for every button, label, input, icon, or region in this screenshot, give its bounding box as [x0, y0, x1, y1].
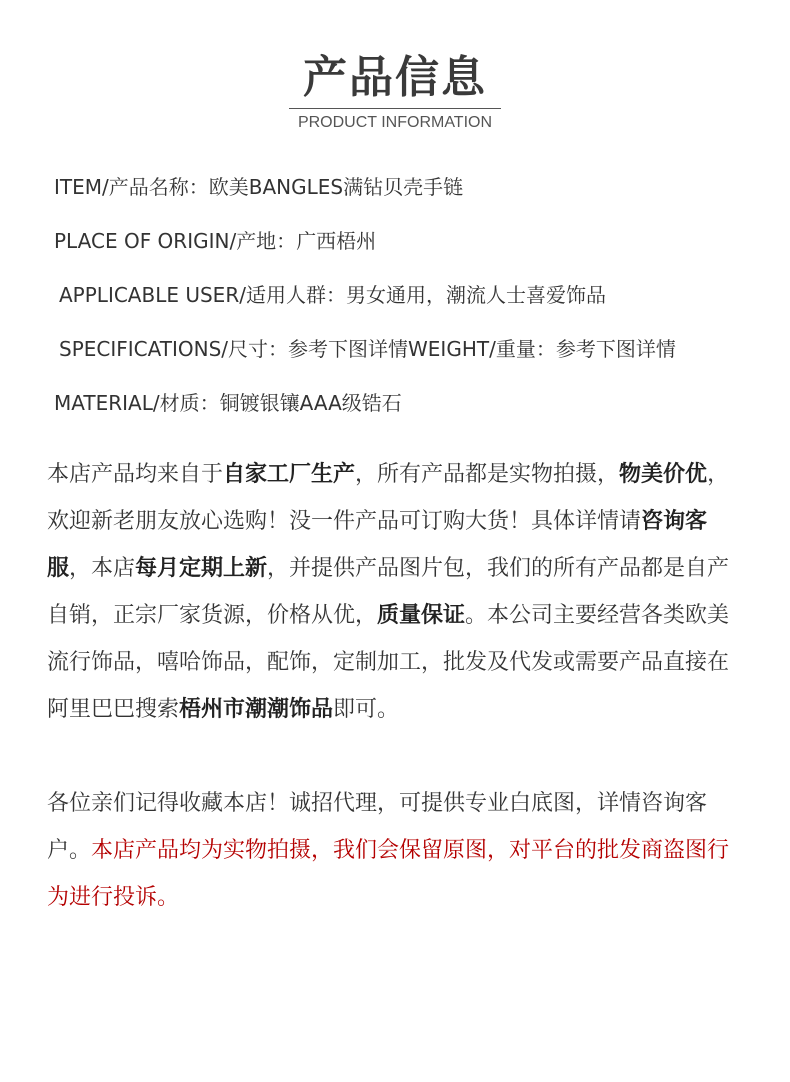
- intro-highlight: 质量保证: [377, 603, 466, 628]
- spec-material: [54, 390, 402, 416]
- spec-value: 广西梧州: [296, 229, 377, 253]
- spec-value: 铜镀银镶AAA级锆石: [219, 391, 402, 415]
- intro-text: ，所有产品都是实物拍摄，: [355, 462, 620, 487]
- spec-size: [59, 336, 676, 362]
- intro-paragraph: [47, 451, 747, 733]
- intro-text: 本店产品均来自于: [47, 462, 224, 487]
- notice-paragraph: [47, 780, 747, 921]
- intro-highlight: 自家工厂生产: [223, 462, 356, 487]
- page-subtitle: PRODUCT INFORMATION: [297, 114, 493, 131]
- spec-user: [59, 282, 606, 308]
- intro-text: ，本店: [69, 556, 136, 581]
- spec-label: SPECIFICATIONS/尺寸：: [59, 337, 289, 361]
- title-divider: [289, 108, 501, 109]
- anti-theft-warning: 本店产品均为实物拍摄，我们会保留原图，对平台的批发商盗图行为进行投诉。: [47, 838, 730, 910]
- spec-label: APPLICABLE USER/适用人群：: [59, 283, 346, 307]
- spec-value: 欧美BANGLES满钻贝壳手链: [208, 175, 464, 199]
- intro-text: 即可。: [333, 697, 400, 722]
- intro-text: ，并提供产品图片包，我们的所有产品都是自产自销，正宗厂家货源，价格从优，: [47, 556, 730, 628]
- intro-highlight: 物美价优: [619, 462, 708, 487]
- intro-highlight: 每月定期上新: [135, 556, 268, 581]
- spec-label: MATERIAL/材质：: [54, 391, 220, 415]
- intro-highlight: 梧州市潮潮饰品: [179, 697, 334, 722]
- spec-label: PLACE OF ORIGIN/产地：: [54, 229, 297, 253]
- spec-label: ITEM/产品名称：: [54, 175, 209, 199]
- intro-text: ，欢迎新老朋友放心选购！没一件产品可订购大货！具体详情请: [47, 462, 730, 534]
- spec-origin: [54, 228, 376, 254]
- spec-value: 参考下图详情WEIGHT/重量：参考下图详情: [288, 337, 676, 361]
- spec-item: [54, 174, 463, 200]
- spec-value: 男女通用，潮流人士喜爱饰品: [345, 283, 606, 307]
- page-title: 产品信息: [303, 52, 487, 103]
- intro-text: 。本公司主要经营各类欧美流行饰品，嘻哈饰品，配饰，定制加工，批发及代发或需要产品直接在阿里巴巴搜索: [47, 603, 730, 722]
- intro-highlight: 咨询客服: [47, 509, 708, 581]
- section-header: [0, 52, 790, 133]
- notice-text: 各位亲们记得收藏本店！诚招代理，可提供专业白底图，详情咨询客户。: [47, 791, 708, 863]
